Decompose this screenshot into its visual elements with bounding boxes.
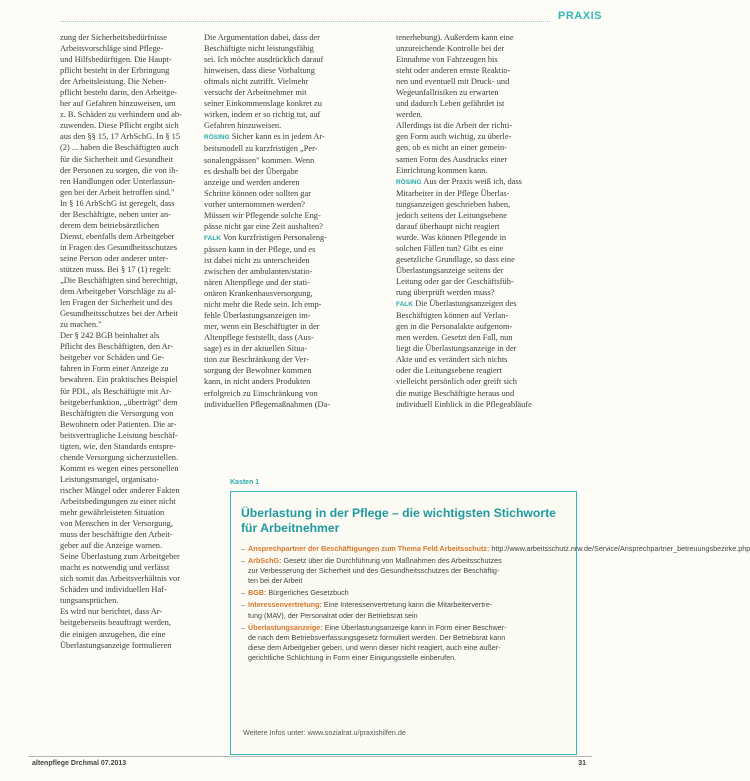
text-line: individuellen Pflegemaßnahmen (Da- xyxy=(204,399,331,409)
text-line: beitgeberseits beauftragt werden, xyxy=(60,618,171,628)
text-line: versucht der Arbeitnehmer mit xyxy=(204,88,307,98)
glossary-line: de nach dem Betriebsverfassungsgesetz formuliert werden. Der Betriebsrat kann xyxy=(248,632,506,642)
text-line: Die Argumentation dabei, dass der xyxy=(204,33,320,42)
text-line: Leitung oder gar der Geschäftsfüh- xyxy=(396,277,514,287)
text-line: macht es notwendig und verlässt xyxy=(60,563,170,573)
speaker-label: RÖSING xyxy=(396,178,422,186)
text-line: Seine Überlastung zum Arbeitgeber xyxy=(60,552,180,562)
text-line: Dienst, ebenfalls dem Arbeitgeber xyxy=(60,231,175,241)
text-line: pässen kann in der Pflege, und es xyxy=(204,244,316,254)
header-divider xyxy=(60,21,550,22)
page-number: 31 xyxy=(578,760,586,767)
text-line: (2) ... haben die Beschäftigten auch xyxy=(60,143,179,153)
text-line: der Personen zu sorgen, die von ih- xyxy=(60,165,179,175)
text-line: gen in die Personalakte aufgenom- xyxy=(396,322,513,332)
text-line: Gefahren hinzuweisen. xyxy=(204,121,282,131)
dash-bullet: – xyxy=(241,622,245,632)
text-line: beitsmodell zu kurzfristigen „Per- xyxy=(204,144,318,154)
glossary-entry xyxy=(241,544,750,554)
text-line: gen, ob es nicht an einer gemein- xyxy=(396,143,507,153)
text-line: tungsansprüchen. xyxy=(60,596,119,606)
box-title-line: Überlastung in der Pflege – die wichtigsten Stichworte xyxy=(241,506,556,520)
text-line: Kommt es wegen eines personellen xyxy=(60,463,179,473)
text-line: Altenpflege feststellt, dass (Aus- xyxy=(204,333,314,343)
text-line: gen Form auch wichtig, zu überle- xyxy=(396,132,512,142)
text-line: Arbeitsbedingungen zu einer nicht xyxy=(60,496,176,506)
text-line: werden. xyxy=(396,110,423,120)
more-info-link[interactable]: Weitere Infos unter: www.sozialrat.u/praxishilfen.de xyxy=(243,728,406,737)
text-line: Schäden und individuellen Haf- xyxy=(60,585,167,595)
text-line: bewahren. Ein praktisches Beispiel xyxy=(60,375,178,385)
text-line: erfolgreich zu Einschränkung von xyxy=(204,388,318,398)
text-line: men werden. Gesetzt den Fall, nun xyxy=(396,333,513,343)
glossary-term: Interessenvertretung: xyxy=(248,600,322,610)
speaker-label: FALK xyxy=(204,234,221,242)
text-line: fahren in Form einer Anzeige zu xyxy=(60,364,169,374)
text-line: zung der Sicherheitsbedürfnisse xyxy=(60,33,167,42)
text-line: beitgeber vor Schäden und Ge- xyxy=(60,353,165,363)
text-line: kann, in nicht anders Produkten xyxy=(204,377,311,387)
column-3 xyxy=(396,32,556,410)
text-line: dem Arbeitgeber Vorschläge zu al- xyxy=(60,287,176,297)
text-line: Sicher kann es in jedem Ar- xyxy=(231,132,325,142)
text-line: Einrichtung kommen kann. xyxy=(396,165,488,175)
dash-bullet: – xyxy=(241,556,245,566)
text-line: Leistungsmangel, organisato- xyxy=(60,474,159,484)
column-2 xyxy=(204,32,356,410)
text-line: sei. Ich möchte ausdrücklich darauf xyxy=(204,55,324,65)
text-line: ber auf Gefahren hinzuweisen, um xyxy=(60,99,176,109)
text-line: individuell Einblick in die Pflegeabläufe xyxy=(396,399,532,409)
text-line: Einnahme von Fahrzeugen bis xyxy=(396,55,498,65)
text-line: anzeige und werden anderen xyxy=(204,177,300,187)
text-line: vielleicht persönlich oder greift sich xyxy=(396,377,517,387)
dash-bullet: – xyxy=(241,588,245,598)
text-line: seiner Einkommenslage konkret zu xyxy=(204,99,322,109)
glossary-entry xyxy=(241,588,571,598)
text-line: tion zur Beschränkung der Ver- xyxy=(204,355,309,365)
text-line: In § 16 ArbSchG ist geregelt, dass xyxy=(60,198,175,208)
text-line: Aus der Praxis weiß ich, dass xyxy=(423,176,522,186)
footer-divider xyxy=(28,756,592,757)
text-line: „Die Beschäftigten sind berechtigt, xyxy=(60,276,178,286)
glossary-term: BGB: xyxy=(248,588,267,598)
glossary-line: diese dem Arbeitgeber geben, und wenn dieser nicht reagiert, auch eine außer- xyxy=(248,642,501,652)
text-line: muss der beschäftigte den Arbeit- xyxy=(60,530,173,540)
text-line: zwischen der ambulanten/statio- xyxy=(204,266,313,276)
text-line: gen bei der Arbeit betroffen sind." xyxy=(60,187,175,197)
speaker-label: RÖSING xyxy=(204,134,230,142)
text-line: rung überprüft werden muss? xyxy=(396,288,495,298)
text-line: für PDL, als Beschäftigte mit Ar- xyxy=(60,386,172,396)
glossary-line xyxy=(248,600,571,610)
glossary-text: Bürgerliches Gesetzbuch xyxy=(268,588,349,598)
text-line: rischer Mängel oder anderer Fakten xyxy=(60,485,180,495)
glossary-entry xyxy=(241,600,571,620)
text-line: Pflicht des Beschäftigten, den Ar- xyxy=(60,342,174,352)
speaker-label: FALK xyxy=(396,301,413,309)
text-line: die einigen anzugehen, die eine xyxy=(60,629,166,639)
text-line: und Hilfsbedürftigen. Die Haupt- xyxy=(60,55,172,65)
text-line: seine Person oder anderer unter- xyxy=(60,253,169,263)
text-line: Beschäftigte nicht leistungsfähig xyxy=(204,44,314,54)
text-line: Es wird nur berichtet, dass Ar- xyxy=(60,607,163,617)
text-line: sage) es in der aktuellen Situa- xyxy=(204,344,308,354)
text-line: gesetzliche Grundlage, so dass eine xyxy=(396,254,515,264)
text-line: Gesundheitsschutzes bei der Arbeit xyxy=(60,309,178,319)
text-line: solchen Fällen tun? Gibt es eine xyxy=(396,243,504,253)
text-line: tungsanzeigen geschrieben haben, xyxy=(396,199,511,209)
text-line: ren Handlungen oder Unterlassun- xyxy=(60,176,176,186)
text-line: beitgeberfunktion, „überträgt" dem xyxy=(60,397,178,407)
text-line: Überlastungsanzeige formulieren xyxy=(60,640,172,650)
text-line: darauf überhaupt nicht reagiert xyxy=(396,221,500,231)
text-line: pflicht besteht in der Erbringung xyxy=(60,66,170,76)
text-line: es deshalb bei der Übergabe xyxy=(204,166,299,176)
glossary-term: ArbSchG: xyxy=(248,556,282,566)
text-line: und dadurch Leben gefährdet ist xyxy=(396,99,505,109)
text-line: vorher unternommen werden? xyxy=(204,199,305,209)
text-line: geber auf die Anzeige warnen. xyxy=(60,541,163,551)
glossary-line: ten bei der Arbeit xyxy=(248,576,303,586)
text-line: fehle Überlastungsanzeigen im- xyxy=(204,311,311,321)
text-line: Die Überlastungsanzeigen des xyxy=(415,299,517,309)
text-line: aus den §§ 15, 17 ArbSchG. In § 15 xyxy=(60,132,181,142)
text-line: von Menschen in der Versorgung, xyxy=(60,519,173,529)
glossary-text: Eine Interessenvertretung kann die Mitarbeitervertre- xyxy=(323,600,493,610)
text-line: pässe nicht gar eine Zeit aushalten? xyxy=(204,221,323,231)
glossary-text: http://www.arbeitsschutz.nrw.de/Service/Ansprechpartner_betreuungsbezirke.php xyxy=(491,544,750,553)
text-line: oder die Leitungsebene reagiert xyxy=(396,366,502,376)
text-line: Beschäftigten die Versorgung von xyxy=(60,408,174,418)
text-line: wurde. Was können Pflegende in xyxy=(396,232,507,242)
text-line: Müssen wir Pflegende solche Eng- xyxy=(204,210,321,220)
text-line: zuwenden. Diese Pflicht ergibt sich xyxy=(60,121,179,131)
glossary-entry xyxy=(241,623,571,663)
text-line: Akte und es verändert sich nichts xyxy=(396,355,508,365)
text-line: Allerdings ist die Arbeit der richti- xyxy=(396,121,513,131)
footer-publication: altenpflege Drchmal 07.2013 xyxy=(32,760,127,767)
text-line: wirken, indem er so richtig tut, auf xyxy=(204,110,321,120)
info-box xyxy=(230,491,750,755)
text-line: sorgung der Bewohner kommen xyxy=(204,366,312,376)
box-title xyxy=(241,506,556,536)
dash-bullet: – xyxy=(241,600,245,610)
text-line: onären Krankenhausversorgung, xyxy=(204,289,313,299)
glossary-line xyxy=(248,544,750,554)
text-line: Von kurzfristigen Personaleng- xyxy=(222,232,327,242)
glossary-line xyxy=(248,556,571,566)
text-line: sonalengpässen" kommen. Wenn xyxy=(204,155,315,165)
text-line: die mutige Beschäftigte heraus und xyxy=(396,388,515,398)
text-line: jedoch seitens der Leitungsebene xyxy=(396,210,507,220)
text-line: unzureichende Kontrolle bei der xyxy=(396,44,505,54)
glossary-line: tung (MAV), der Personalrat oder der Betriebsrat sein xyxy=(248,610,418,620)
glossary-line: gerichtliche Schlichtung in Form einer Einigungsstelle einberufen. xyxy=(248,652,457,662)
text-line: mer, wenn ein Beschäftigter in der xyxy=(204,322,320,332)
text-line: hinweisen, dass diese Vorhaltung xyxy=(204,66,315,76)
glossary-term: Überlastungsanzeige: xyxy=(248,622,323,632)
text-line: nären Altenpflege und der stati- xyxy=(204,278,311,288)
glossary-list xyxy=(241,544,750,665)
text-line: Arbeitsvorschläge sind Pflege- xyxy=(60,44,164,54)
glossary-text: Gesetz über die Durchführung von Maßnahmen des Arbeitsschutzes xyxy=(283,556,502,566)
text-line: Der § 242 BGB beinhaltet als xyxy=(60,331,160,341)
box-label: Kasten 1 xyxy=(230,479,260,486)
text-line: liegt die Überlastungsanzeige in der xyxy=(396,344,517,354)
text-line: beitsvertragliche Leistung beschäf- xyxy=(60,430,178,440)
text-line: len Fragen der Sicherheit und des xyxy=(60,298,173,308)
text-line: sich somit das Arbeitsverhältnis vor xyxy=(60,574,181,584)
text-line: Beschäftigten können auf Verlan- xyxy=(396,311,509,321)
text-line: nen und eventuell mit Druck- und xyxy=(396,77,510,87)
text-line: pflicht besteht darin, den Arbeitge- xyxy=(60,88,177,98)
text-line: Bewohnern oder Patienten. Die ar- xyxy=(60,419,177,429)
text-line: steht oder anderen ernste Reaktio- xyxy=(396,66,511,76)
text-line: Überlastungsanzeige seitens der xyxy=(396,265,504,275)
text-line: der Arbeitsleistung. Die Neben- xyxy=(60,77,167,87)
text-line: tigten, wie, den Standards entspre- xyxy=(60,441,176,451)
text-line: Schritte können oder sollten gar xyxy=(204,188,311,198)
text-line: Wegeunfallrisiken zu erwarten xyxy=(396,88,499,98)
glossary-line xyxy=(248,623,571,633)
glossary-text: Eine Überlastungsanzeige kann in Form einer Beschwer- xyxy=(324,622,507,632)
section-title: PRAXIS xyxy=(558,10,602,22)
text-line: chende Versorgung sicherzustellen. xyxy=(60,452,179,462)
text-line: tenerhebung). Außerdem kann eine xyxy=(396,33,514,42)
text-line: derem dem betriebsärztlichen xyxy=(60,220,160,230)
text-line: in Fragen des Gesundheitsschutzes xyxy=(60,242,177,252)
glossary-line xyxy=(248,588,571,598)
glossary-term: Ansprechpartner der Beschäftigungen zum Thema Feld Arbeitsschutz: xyxy=(248,544,490,553)
text-line: für die Sicherheit und Gesundheit xyxy=(60,154,174,164)
text-line: nicht mehr die Rede sein. Ich emp- xyxy=(204,300,322,310)
column-1 xyxy=(60,32,210,651)
glossary-entry xyxy=(241,556,571,586)
glossary-line: zur Verbesserung der Sicherheit und des Gesundheitsschutzes der Beschäftig- xyxy=(248,566,500,576)
text-line: der Beschäftigte, neben unter an- xyxy=(60,209,171,219)
text-line: samen Form des Ausdrucks einer xyxy=(396,154,508,164)
page-header xyxy=(0,0,610,32)
text-line: zu machen." xyxy=(60,320,102,330)
text-line: Mitarbeiter in der Pflege Überlas- xyxy=(396,188,510,198)
box-title-line: für Arbeitnehmer xyxy=(241,521,340,535)
text-line: z. B. Schäden zu verhindern und ab- xyxy=(60,110,182,120)
text-line: mehr gewährleisteten Situation xyxy=(60,508,165,518)
text-line: oftmals nicht zutrifft. Vielmehr xyxy=(204,77,309,87)
text-line: stützen muss. Bei § 17 (1) regelt: xyxy=(60,264,171,274)
dash-bullet: – xyxy=(241,544,245,553)
text-line: ist dabei nicht zu unterscheiden xyxy=(204,255,310,265)
